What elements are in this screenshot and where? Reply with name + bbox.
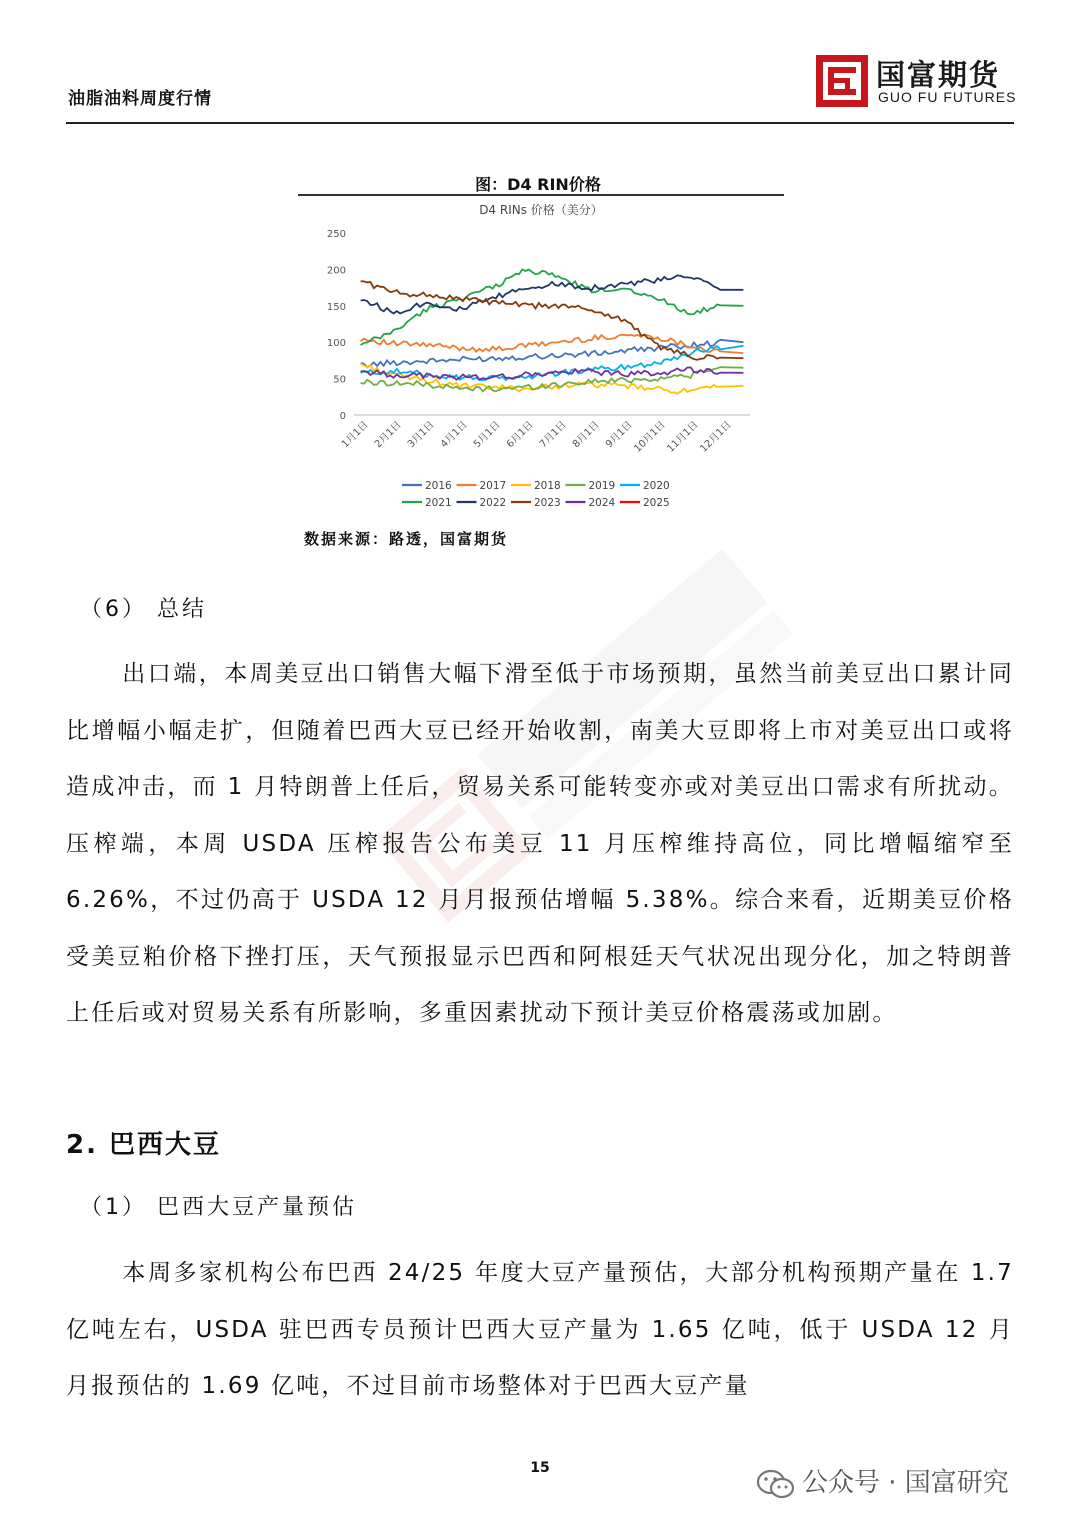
series-line-2023 bbox=[361, 281, 744, 360]
x-tick-label: 3月1日 bbox=[405, 419, 437, 451]
chart-legend bbox=[402, 480, 670, 509]
header-divider bbox=[66, 122, 1014, 124]
legend-label: 2025 bbox=[643, 497, 670, 509]
x-tick-label: 8月1日 bbox=[570, 419, 602, 451]
x-tick-label: 4月1日 bbox=[438, 419, 470, 451]
x-tick-label: 1月1日 bbox=[339, 419, 371, 451]
logo-chinese-text: 国富期货 bbox=[876, 58, 1001, 92]
y-axis bbox=[327, 229, 346, 422]
x-tick-label: 2月1日 bbox=[372, 419, 404, 451]
logo-english-text: GUO FU FUTURES bbox=[878, 89, 1017, 105]
legend-label: 2019 bbox=[588, 480, 616, 492]
legend-label: 2023 bbox=[534, 497, 561, 509]
figure-caption: 图：D4 RIN价格 bbox=[475, 175, 601, 194]
y-tick-label: 50 bbox=[333, 374, 346, 386]
x-tick-label: 5月1日 bbox=[471, 419, 503, 451]
legend-label: 2024 bbox=[588, 497, 616, 509]
x-tick-label: 12月1日 bbox=[698, 419, 734, 455]
series-lines bbox=[361, 269, 744, 393]
legend-label: 2020 bbox=[643, 480, 670, 492]
y-tick-label: 0 bbox=[339, 411, 346, 422]
series-line-2022 bbox=[361, 275, 744, 313]
summary-paragraph bbox=[66, 646, 1014, 1042]
wechat-icon bbox=[756, 1469, 796, 1501]
legend-label: 2021 bbox=[425, 497, 452, 509]
guofu-logo-icon bbox=[816, 55, 868, 107]
legend-label: 2017 bbox=[479, 480, 507, 492]
y-tick-label: 200 bbox=[326, 265, 346, 277]
section-heading-brazil-soybean: 2. 巴西大豆 bbox=[66, 1130, 222, 1160]
summary-text: 出口端，本周美豆出口销售大幅下滑至低于市场预期，虽然当前美豆出口累计同比增幅小幅走扩，但随着巴西大豆已经开始收割，南美大豆即将上市对美豆出口或将造成冲击，而 1 月特朗普上任后，贸易关系可能转变亦或对美豆出口需求有所扰动。压榨端，本周 USDA 压榨报告公布美豆 11 月压榨维持高位，同比增幅缩窄至 6.26%，不过仍高于 USDA 12 月月报预估增幅 5.38%。综合来看，近期美豆价格受美豆粕价格下挫打压，天气预报显示巴西和阿根廷天气状况出现分化，加之特朗普上任后或对贸易关系有所影响，多重因素扰动下预计美豆价格震荡或加剧。 bbox=[66, 661, 1014, 1026]
series-line-2017 bbox=[361, 335, 744, 354]
legend-label: 2016 bbox=[425, 480, 452, 492]
x-axis bbox=[339, 415, 750, 455]
document-title: 油脂油料周度行情 bbox=[68, 89, 212, 109]
y-tick-label: 150 bbox=[326, 301, 346, 313]
legend-label: 2018 bbox=[534, 480, 561, 492]
y-tick-label: 100 bbox=[326, 338, 346, 350]
production-paragraph bbox=[66, 1245, 1014, 1415]
summary-heading: （6） 总结 bbox=[80, 597, 207, 622]
wechat-account-label: 公众号 · 国富研究 bbox=[802, 1468, 1009, 1498]
production-text: 本周多家机构公布巴西 24/25 年度大豆产量预估，大部分机构预期产量在 1.7 亿吨左右，USDA 驻巴西专员预计巴西大豆产量为 1.65 亿吨，低于 USDA 12 月月报预估的 1.69 亿吨，不过目前市场整体对于巴西大豆产量 bbox=[66, 1260, 1014, 1399]
legend-label: 2022 bbox=[479, 497, 507, 509]
chart-title: D4 RINs 价格（美分） bbox=[479, 203, 603, 217]
company-logo bbox=[816, 53, 1026, 109]
page-number: 15 bbox=[530, 1460, 550, 1476]
d4-rin-price-chart bbox=[298, 196, 784, 518]
x-tick-label: 6月1日 bbox=[504, 419, 536, 451]
x-tick-label: 9月1日 bbox=[603, 419, 635, 451]
x-tick-label: 10月1日 bbox=[632, 419, 668, 455]
x-tick-label: 7月1日 bbox=[537, 419, 569, 451]
figure-source: 数据来源：路透，国富期货 bbox=[304, 530, 509, 548]
sub-heading-production-estimate: （1） 巴西大豆产量预估 bbox=[80, 1195, 357, 1220]
x-tick-label: 11月1日 bbox=[665, 419, 701, 455]
y-tick-label: 250 bbox=[326, 229, 346, 240]
